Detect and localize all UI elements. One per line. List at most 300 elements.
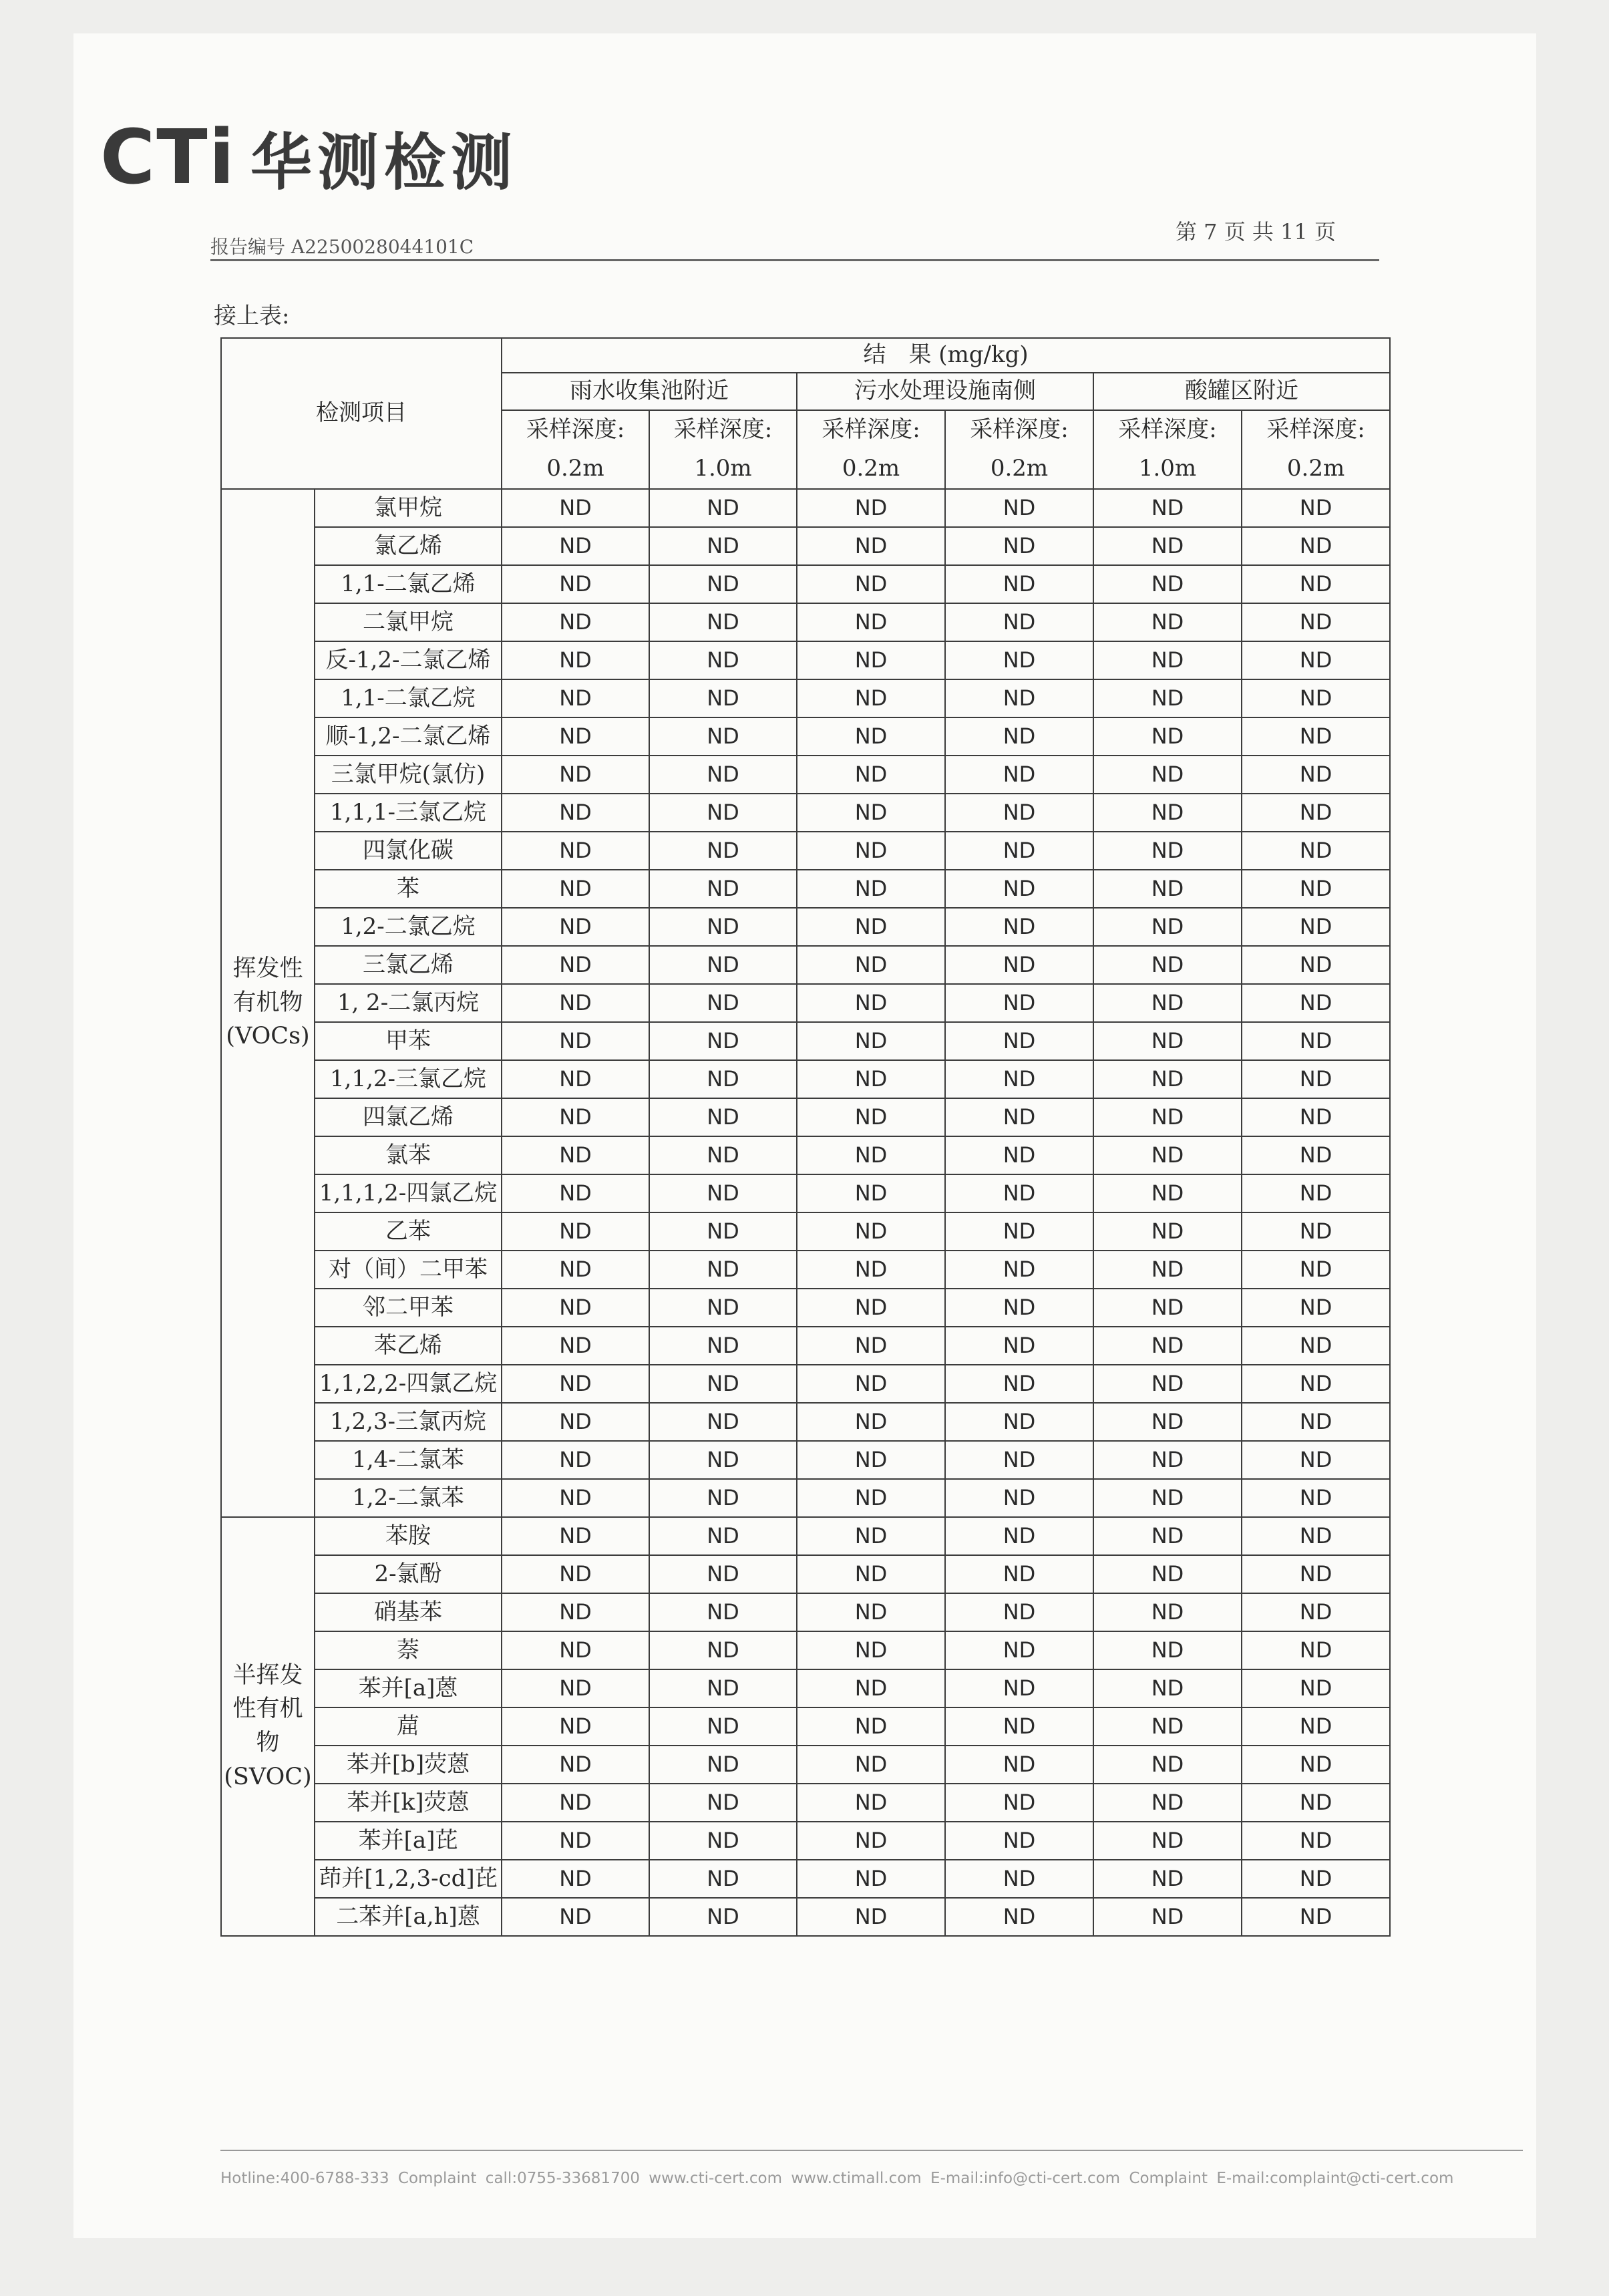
location-header: 污水处理设施南侧 <box>797 373 1093 410</box>
depth-label: 采样深度: <box>970 416 1069 443</box>
result-cell: ND <box>1242 489 1390 527</box>
footer-email: E-mail:info@cti-cert.com <box>930 2170 1121 2187</box>
item-name-cell: 氯苯 <box>315 1136 502 1174</box>
location-header: 雨水收集池附近 <box>502 373 797 410</box>
table-row <box>221 832 1390 870</box>
result-cell: ND <box>649 603 797 641</box>
result-cell: ND <box>649 527 797 565</box>
result-cell: ND <box>945 1251 1093 1289</box>
result-cell: ND <box>1093 1327 1242 1365</box>
result-cell: ND <box>945 946 1093 984</box>
result-cell: ND <box>502 1707 649 1746</box>
table-row <box>221 1365 1390 1403</box>
footer-divider <box>220 2150 1523 2151</box>
result-cell: ND <box>1242 1365 1390 1403</box>
result-cell: ND <box>1242 946 1390 984</box>
result-cell: ND <box>797 1060 945 1098</box>
result-cell: ND <box>945 1289 1093 1327</box>
result-cell: ND <box>649 565 797 603</box>
result-cell: ND <box>945 717 1093 756</box>
item-name-cell: 1,1-二氯乙烯 <box>315 565 502 603</box>
result-cell: ND <box>1242 1898 1390 1936</box>
result-cell: ND <box>797 756 945 794</box>
result-cell: ND <box>649 1631 797 1669</box>
depth-label: 采样深度: <box>1266 416 1365 443</box>
item-name-cell: 反-1,2-二氯乙烯 <box>315 641 502 679</box>
result-cell: ND <box>502 641 649 679</box>
result-cell: ND <box>1242 1784 1390 1822</box>
result-cell: ND <box>1093 870 1242 908</box>
result-cell: ND <box>502 1669 649 1707</box>
result-cell: ND <box>1242 565 1390 603</box>
item-name-cell: 1,2-二氯乙烷 <box>315 908 502 946</box>
result-cell: ND <box>797 1631 945 1669</box>
result-cell: ND <box>649 679 797 717</box>
result-cell: ND <box>797 1251 945 1289</box>
result-header: 结 果 (mg/kg) <box>502 338 1390 373</box>
result-cell: ND <box>1242 1555 1390 1593</box>
result-cell: ND <box>1093 1860 1242 1898</box>
depth-value: 1.0m <box>1138 454 1197 482</box>
result-cell: ND <box>1093 984 1242 1022</box>
table-row <box>221 1098 1390 1136</box>
result-cell: ND <box>797 1860 945 1898</box>
table-row <box>221 1555 1390 1593</box>
result-cell: ND <box>502 1251 649 1289</box>
item-name-cell: 1,4-二氯苯 <box>315 1441 502 1479</box>
result-cell: ND <box>649 641 797 679</box>
result-cell: ND <box>1093 1822 1242 1860</box>
result-cell: ND <box>1093 1212 1242 1251</box>
result-cell: ND <box>649 1593 797 1631</box>
depth-label: 采样深度: <box>673 416 773 443</box>
logo-chinese: 华测检测 <box>250 127 518 198</box>
result-cell: ND <box>649 1555 797 1593</box>
logo-text: CTi <box>100 114 236 201</box>
result-cell: ND <box>1242 1327 1390 1365</box>
result-cell: ND <box>649 1327 797 1365</box>
result-cell: ND <box>797 1289 945 1327</box>
result-cell: ND <box>502 832 649 870</box>
item-name-cell: 1,1,1,2-四氯乙烷 <box>315 1174 502 1212</box>
result-cell: ND <box>649 1212 797 1251</box>
result-cell: ND <box>502 1860 649 1898</box>
result-cell: ND <box>945 794 1093 832</box>
result-cell: ND <box>797 832 945 870</box>
result-cell: ND <box>502 984 649 1022</box>
result-cell: ND <box>649 489 797 527</box>
result-cell: ND <box>797 1365 945 1403</box>
result-cell: ND <box>1093 794 1242 832</box>
item-name-cell: 氯乙烯 <box>315 527 502 565</box>
table-row <box>221 489 1390 527</box>
item-name-cell: 1,1,2-三氯乙烷 <box>315 1060 502 1098</box>
result-cell: ND <box>945 1555 1093 1593</box>
result-cell: ND <box>797 1517 945 1555</box>
item-name-cell: 苯 <box>315 870 502 908</box>
result-cell: ND <box>797 1441 945 1479</box>
result-cell: ND <box>945 1784 1093 1822</box>
result-cell: ND <box>649 1060 797 1098</box>
depth-label: 采样深度: <box>822 416 920 443</box>
result-cell: ND <box>1093 603 1242 641</box>
result-cell: ND <box>1093 1593 1242 1631</box>
result-cell: ND <box>649 1707 797 1746</box>
item-name-cell: 对（间）二甲苯 <box>315 1251 502 1289</box>
result-cell: ND <box>1093 1098 1242 1136</box>
result-cell: ND <box>945 908 1093 946</box>
result-cell: ND <box>945 1365 1093 1403</box>
result-cell: ND <box>502 1174 649 1212</box>
item-name-cell: 四氯乙烯 <box>315 1098 502 1136</box>
item-header: 检测项目 <box>221 338 502 489</box>
result-cell: ND <box>1242 1631 1390 1669</box>
depth-header <box>1242 410 1390 489</box>
result-cell: ND <box>797 1174 945 1212</box>
result-cell: ND <box>1093 1365 1242 1403</box>
table-row <box>221 1898 1390 1936</box>
result-cell: ND <box>945 679 1093 717</box>
result-cell: ND <box>649 1669 797 1707</box>
result-cell: ND <box>1242 1174 1390 1212</box>
item-name-cell: 四氯化碳 <box>315 832 502 870</box>
result-cell: ND <box>502 1098 649 1136</box>
result-cell: ND <box>797 641 945 679</box>
result-cell: ND <box>797 1669 945 1707</box>
result-cell: ND <box>1093 1784 1242 1822</box>
result-cell: ND <box>797 1022 945 1060</box>
result-cell: ND <box>649 794 797 832</box>
result-cell: ND <box>1242 1022 1390 1060</box>
result-cell: ND <box>1093 1441 1242 1479</box>
table-row <box>221 1479 1390 1517</box>
result-cell: ND <box>1242 1403 1390 1441</box>
table-row <box>221 603 1390 641</box>
result-cell: ND <box>502 1517 649 1555</box>
company-logo <box>100 114 518 202</box>
footer-contacts <box>220 2170 1523 2187</box>
table-row <box>221 908 1390 946</box>
table-row <box>221 1174 1390 1212</box>
result-cell: ND <box>945 1441 1093 1479</box>
depth-value: 0.2m <box>1286 454 1345 482</box>
table-row <box>221 1060 1390 1098</box>
result-cell: ND <box>1242 870 1390 908</box>
item-name-cell: 甲苯 <box>315 1022 502 1060</box>
result-cell: ND <box>1242 984 1390 1022</box>
result-cell: ND <box>649 1898 797 1936</box>
result-cell: ND <box>649 1251 797 1289</box>
item-name-cell: 苯并[k]荧蒽 <box>315 1784 502 1822</box>
result-cell: ND <box>649 1784 797 1822</box>
result-cell: ND <box>649 870 797 908</box>
result-cell: ND <box>797 1136 945 1174</box>
table-row <box>221 984 1390 1022</box>
table-row <box>221 1251 1390 1289</box>
result-cell: ND <box>797 679 945 717</box>
result-cell: ND <box>797 565 945 603</box>
item-name-cell: 二氯甲烷 <box>315 603 502 641</box>
result-cell: ND <box>1093 1669 1242 1707</box>
result-cell: ND <box>1093 1174 1242 1212</box>
item-name-cell: 苯胺 <box>315 1517 502 1555</box>
result-cell: ND <box>945 1631 1093 1669</box>
result-cell: ND <box>1093 565 1242 603</box>
result-cell: ND <box>1093 717 1242 756</box>
result-cell: ND <box>649 946 797 984</box>
result-cell: ND <box>797 946 945 984</box>
depth-value: 0.2m <box>990 454 1049 482</box>
result-cell: ND <box>797 1784 945 1822</box>
result-cell: ND <box>1242 1860 1390 1898</box>
result-cell: ND <box>502 717 649 756</box>
result-cell: ND <box>649 1403 797 1441</box>
depth-label: 采样深度: <box>1118 416 1217 443</box>
result-cell: ND <box>1242 1251 1390 1289</box>
result-cell: ND <box>797 489 945 527</box>
table-row <box>221 1669 1390 1707</box>
item-name-cell: 苯并[a]蒽 <box>315 1669 502 1707</box>
depth-header <box>945 410 1093 489</box>
result-cell: ND <box>1093 1746 1242 1784</box>
result-cell: ND <box>1093 679 1242 717</box>
footer-hotline: Hotline:400-6788-333 <box>220 2170 389 2187</box>
result-cell: ND <box>649 1860 797 1898</box>
depth-value: 0.2m <box>546 454 604 482</box>
result-cell: ND <box>502 1822 649 1860</box>
table-row <box>221 527 1390 565</box>
table-row <box>221 641 1390 679</box>
result-cell: ND <box>945 870 1093 908</box>
result-cell: ND <box>1242 1289 1390 1327</box>
item-name-cell: 1,2,3-三氯丙烷 <box>315 1403 502 1441</box>
depth-value: 1.0m <box>694 454 752 482</box>
result-cell: ND <box>945 756 1093 794</box>
item-name-cell: 氯甲烷 <box>315 489 502 527</box>
result-cell: ND <box>797 794 945 832</box>
result-cell: ND <box>1093 1631 1242 1669</box>
table-row <box>221 1631 1390 1669</box>
item-name-cell: 1,1-二氯乙烷 <box>315 679 502 717</box>
item-name-cell: 二苯并[a,h]蒽 <box>315 1898 502 1936</box>
result-cell: ND <box>1093 1136 1242 1174</box>
depth-header <box>649 410 797 489</box>
result-cell: ND <box>1242 679 1390 717</box>
table-row <box>221 1860 1390 1898</box>
result-cell: ND <box>502 1289 649 1327</box>
result-cell: ND <box>1093 641 1242 679</box>
result-cell: ND <box>797 1593 945 1631</box>
table-row <box>221 1441 1390 1479</box>
table-row <box>221 717 1390 756</box>
result-cell: ND <box>945 527 1093 565</box>
result-cell: ND <box>649 908 797 946</box>
table-row <box>221 946 1390 984</box>
table-row <box>221 1784 1390 1822</box>
result-cell: ND <box>502 603 649 641</box>
result-cell: ND <box>797 1403 945 1441</box>
result-cell: ND <box>1242 527 1390 565</box>
result-cell: ND <box>502 527 649 565</box>
result-cell: ND <box>1242 1136 1390 1174</box>
result-cell: ND <box>649 984 797 1022</box>
category-cell: 半挥发性有机物(SVOC) <box>221 1517 315 1936</box>
result-cell: ND <box>649 1746 797 1784</box>
header-divider <box>210 259 1379 261</box>
result-cell: ND <box>1093 756 1242 794</box>
result-cell: ND <box>649 1022 797 1060</box>
result-cell: ND <box>945 1669 1093 1707</box>
table-row <box>221 1289 1390 1327</box>
item-name-cell: 苯并[b]荧蒽 <box>315 1746 502 1784</box>
result-cell: ND <box>945 1746 1093 1784</box>
results-table <box>220 337 1391 1937</box>
result-cell: ND <box>502 1403 649 1441</box>
result-cell: ND <box>945 1098 1093 1136</box>
result-cell: ND <box>1093 1555 1242 1593</box>
result-cell: ND <box>1093 489 1242 527</box>
result-cell: ND <box>797 1822 945 1860</box>
depth-value: 0.2m <box>842 454 900 482</box>
result-cell: ND <box>1242 1707 1390 1746</box>
result-cell: ND <box>797 1898 945 1936</box>
result-cell: ND <box>945 1707 1093 1746</box>
table-row <box>221 1517 1390 1555</box>
result-cell: ND <box>797 1479 945 1517</box>
item-name-cell: 茚并[1,2,3-cd]芘 <box>315 1860 502 1898</box>
result-cell: ND <box>797 908 945 946</box>
result-cell: ND <box>502 1593 649 1631</box>
result-cell: ND <box>945 1136 1093 1174</box>
result-cell: ND <box>945 1060 1093 1098</box>
result-cell: ND <box>797 527 945 565</box>
result-cell: ND <box>649 1365 797 1403</box>
table-row <box>221 1822 1390 1860</box>
page-number: 第 7 页 共 11 页 <box>1176 219 1336 244</box>
result-cell: ND <box>502 1022 649 1060</box>
item-name-cell: 顺-1,2-二氯乙烯 <box>315 717 502 756</box>
item-name-cell: 苯乙烯 <box>315 1327 502 1365</box>
result-cell: ND <box>649 1136 797 1174</box>
depth-header <box>1093 410 1242 489</box>
result-cell: ND <box>502 1327 649 1365</box>
table-row <box>221 1746 1390 1784</box>
result-cell: ND <box>1093 1289 1242 1327</box>
footer-mall: www.ctimall.com <box>791 2170 922 2187</box>
table-row <box>221 1022 1390 1060</box>
result-cell: ND <box>502 870 649 908</box>
item-name-cell: 1,1,2,2-四氯乙烷 <box>315 1365 502 1403</box>
table-row <box>221 1327 1390 1365</box>
result-cell: ND <box>1093 1517 1242 1555</box>
table-row <box>221 1212 1390 1251</box>
item-name-cell: 邻二甲苯 <box>315 1289 502 1327</box>
footer-website: www.cti-cert.com <box>649 2170 782 2187</box>
result-cell: ND <box>502 1212 649 1251</box>
item-name-cell: 硝基苯 <box>315 1593 502 1631</box>
result-cell: ND <box>945 1860 1093 1898</box>
result-cell: ND <box>502 946 649 984</box>
table-row <box>221 794 1390 832</box>
result-cell: ND <box>649 1822 797 1860</box>
result-cell: ND <box>797 1555 945 1593</box>
result-cell: ND <box>1093 1707 1242 1746</box>
result-cell: ND <box>649 1479 797 1517</box>
result-cell: ND <box>945 489 1093 527</box>
result-cell: ND <box>649 756 797 794</box>
continued-label: 接上表: <box>214 303 290 329</box>
item-name-cell: 乙苯 <box>315 1212 502 1251</box>
result-cell: ND <box>1242 603 1390 641</box>
result-cell: ND <box>945 832 1093 870</box>
result-cell: ND <box>945 1593 1093 1631</box>
result-cell: ND <box>649 1517 797 1555</box>
table-row <box>221 1593 1390 1631</box>
result-cell: ND <box>797 1746 945 1784</box>
result-cell: ND <box>502 1898 649 1936</box>
result-cell: ND <box>649 1289 797 1327</box>
result-cell: ND <box>1242 794 1390 832</box>
result-cell: ND <box>1242 1479 1390 1517</box>
result-cell: ND <box>649 1174 797 1212</box>
result-cell: ND <box>502 794 649 832</box>
table-row <box>221 1707 1390 1746</box>
result-cell: ND <box>945 1898 1093 1936</box>
report-number: 报告编号 A2250028044101C <box>210 236 474 258</box>
table-row <box>221 679 1390 717</box>
item-name-cell: 2-氯酚 <box>315 1555 502 1593</box>
result-cell: ND <box>502 1060 649 1098</box>
result-cell: ND <box>945 1822 1093 1860</box>
result-cell: ND <box>649 717 797 756</box>
result-cell: ND <box>797 1327 945 1365</box>
result-cell: ND <box>502 1365 649 1403</box>
location-header: 酸罐区附近 <box>1093 373 1390 410</box>
result-cell: ND <box>1242 908 1390 946</box>
item-name-cell: 三氯乙烯 <box>315 946 502 984</box>
result-cell: ND <box>945 603 1093 641</box>
result-cell: ND <box>945 984 1093 1022</box>
result-cell: ND <box>502 1631 649 1669</box>
result-cell: ND <box>945 1517 1093 1555</box>
result-cell: ND <box>1093 908 1242 946</box>
result-cell: ND <box>1093 1251 1242 1289</box>
item-name-cell: 䓛 <box>315 1707 502 1746</box>
result-cell: ND <box>797 1098 945 1136</box>
result-cell: ND <box>1242 717 1390 756</box>
result-cell: ND <box>945 1327 1093 1365</box>
result-cell: ND <box>1093 1479 1242 1517</box>
result-cell: ND <box>1242 1212 1390 1251</box>
depth-label: 采样深度: <box>526 416 625 443</box>
result-cell: ND <box>797 717 945 756</box>
table-body <box>221 489 1390 1936</box>
result-cell: ND <box>945 565 1093 603</box>
item-name-cell: 三氯甲烷(氯仿) <box>315 756 502 794</box>
result-cell: ND <box>649 832 797 870</box>
result-cell: ND <box>797 603 945 641</box>
depth-header <box>502 410 649 489</box>
item-name-cell: 1, 2-二氯丙烷 <box>315 984 502 1022</box>
result-cell: ND <box>649 1441 797 1479</box>
result-cell: ND <box>1242 756 1390 794</box>
result-cell: ND <box>1093 527 1242 565</box>
result-cell: ND <box>1093 1022 1242 1060</box>
result-cell: ND <box>1093 832 1242 870</box>
result-cell: ND <box>1242 1669 1390 1707</box>
footer-complaint-email: Complaint E-mail:complaint@cti-cert.com <box>1129 2170 1454 2187</box>
result-cell: ND <box>1242 1822 1390 1860</box>
